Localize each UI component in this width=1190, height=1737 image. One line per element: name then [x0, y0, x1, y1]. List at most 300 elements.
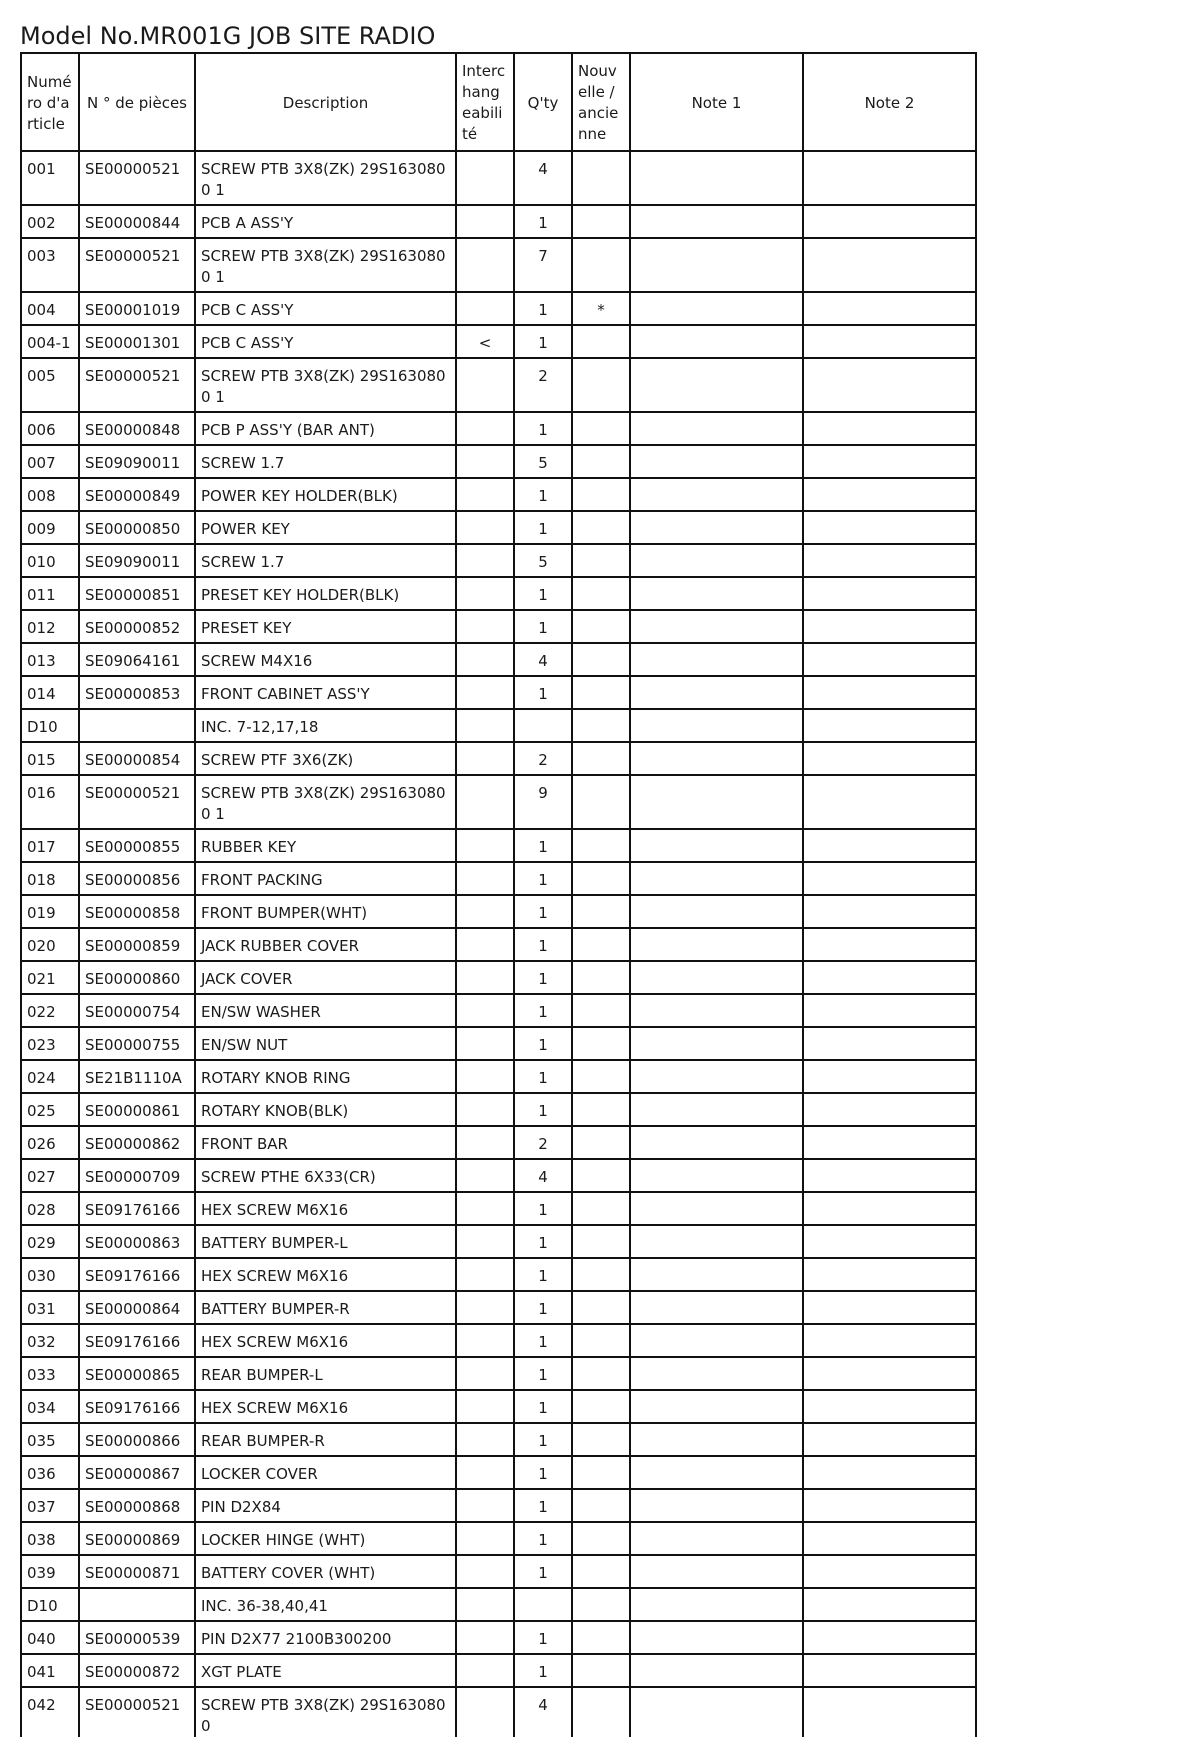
note2-cell — [803, 775, 976, 829]
part-no-cell: SE00000863 — [79, 1225, 195, 1258]
part-no-cell: SE09176166 — [79, 1390, 195, 1423]
note2-cell — [803, 610, 976, 643]
new-old-cell — [572, 1258, 630, 1291]
note2-cell — [803, 1126, 976, 1159]
note2-cell — [803, 1225, 976, 1258]
table-row — [21, 1060, 976, 1093]
qty-cell: 7 — [514, 238, 572, 292]
interchangeability-cell — [456, 1423, 514, 1456]
qty-cell — [514, 709, 572, 742]
description-cell: LOCKER COVER — [195, 1456, 456, 1489]
note1-cell — [630, 1192, 803, 1225]
item-no-cell: 012 — [21, 610, 79, 643]
item-no-cell: 005 — [21, 358, 79, 412]
note1-cell — [630, 1456, 803, 1489]
note1-cell — [630, 1687, 803, 1737]
qty-cell: 4 — [514, 151, 572, 205]
table-header-row — [21, 53, 976, 151]
part-no-cell: SE00000521 — [79, 151, 195, 205]
table-row — [21, 1456, 976, 1489]
note1-cell — [630, 511, 803, 544]
note1-cell — [630, 412, 803, 445]
part-no-cell: SE00000754 — [79, 994, 195, 1027]
note2-cell — [803, 1654, 976, 1687]
qty-cell: 1 — [514, 1324, 572, 1357]
table-row — [21, 775, 976, 829]
part-no-cell: SE00000868 — [79, 1489, 195, 1522]
item-no-cell: 036 — [21, 1456, 79, 1489]
note2-cell — [803, 1423, 976, 1456]
table-row — [21, 1522, 976, 1555]
new-old-cell — [572, 1654, 630, 1687]
note2-cell — [803, 742, 976, 775]
item-no-cell: 011 — [21, 577, 79, 610]
table-row — [21, 511, 976, 544]
note2-cell — [803, 1489, 976, 1522]
note1-cell — [630, 1390, 803, 1423]
part-no-cell: SE00001019 — [79, 292, 195, 325]
interchangeability-cell — [456, 1456, 514, 1489]
item-no-cell: 008 — [21, 478, 79, 511]
qty-cell: 1 — [514, 1390, 572, 1423]
parts-table-body — [21, 151, 976, 1737]
description-cell: PRESET KEY HOLDER(BLK) — [195, 577, 456, 610]
new-old-cell — [572, 1291, 630, 1324]
item-no-cell: 007 — [21, 445, 79, 478]
description-cell: HEX SCREW M6X16 — [195, 1258, 456, 1291]
new-old-cell — [572, 577, 630, 610]
qty-cell: 1 — [514, 478, 572, 511]
description-cell: SCREW PTHE 6X33(CR) — [195, 1159, 456, 1192]
new-old-cell — [572, 676, 630, 709]
interchangeability-cell — [456, 238, 514, 292]
description-cell: PCB P ASS'Y (BAR ANT) — [195, 412, 456, 445]
table-row — [21, 238, 976, 292]
note1-cell — [630, 1522, 803, 1555]
table-row — [21, 742, 976, 775]
part-no-cell: SE00000853 — [79, 676, 195, 709]
qty-cell: 1 — [514, 1060, 572, 1093]
table-row — [21, 412, 976, 445]
interchangeability-cell — [456, 1687, 514, 1737]
note2-cell — [803, 895, 976, 928]
note1-cell — [630, 1291, 803, 1324]
interchangeability-cell — [456, 205, 514, 238]
new-old-cell — [572, 151, 630, 205]
item-no-cell: 013 — [21, 643, 79, 676]
note1-cell — [630, 358, 803, 412]
item-no-cell: 042 — [21, 1687, 79, 1737]
note2-cell — [803, 1192, 976, 1225]
new-old-cell — [572, 511, 630, 544]
item-no-cell: 006 — [21, 412, 79, 445]
part-no-cell: SE00000851 — [79, 577, 195, 610]
description-cell: SCREW M4X16 — [195, 643, 456, 676]
qty-cell: 1 — [514, 577, 572, 610]
description-cell: SCREW 1.7 — [195, 445, 456, 478]
description-cell: FRONT PACKING — [195, 862, 456, 895]
item-no-cell: 016 — [21, 775, 79, 829]
item-no-cell: 018 — [21, 862, 79, 895]
table-row — [21, 1027, 976, 1060]
note1-cell — [630, 643, 803, 676]
description-cell: REAR BUMPER-R — [195, 1423, 456, 1456]
part-no-cell: SE00000850 — [79, 511, 195, 544]
table-row — [21, 862, 976, 895]
new-old-cell — [572, 1324, 630, 1357]
table-row — [21, 1192, 976, 1225]
description-cell: FRONT BAR — [195, 1126, 456, 1159]
note2-cell — [803, 1258, 976, 1291]
header-note2: Note 2 — [803, 53, 976, 151]
description-cell: PCB C ASS'Y — [195, 292, 456, 325]
item-no-cell: 023 — [21, 1027, 79, 1060]
description-cell: HEX SCREW M6X16 — [195, 1192, 456, 1225]
interchangeability-cell — [456, 1126, 514, 1159]
item-no-cell: 003 — [21, 238, 79, 292]
table-row — [21, 325, 976, 358]
description-cell: JACK RUBBER COVER — [195, 928, 456, 961]
qty-cell: 2 — [514, 358, 572, 412]
part-no-cell: SE00000521 — [79, 358, 195, 412]
part-no-cell: SE00000865 — [79, 1357, 195, 1390]
item-no-cell: 034 — [21, 1390, 79, 1423]
qty-cell: 5 — [514, 544, 572, 577]
description-cell: REAR BUMPER-L — [195, 1357, 456, 1390]
part-no-cell: SE09090011 — [79, 445, 195, 478]
part-no-cell: SE09176166 — [79, 1324, 195, 1357]
interchangeability-cell — [456, 292, 514, 325]
note1-cell — [630, 775, 803, 829]
new-old-cell — [572, 358, 630, 412]
item-no-cell: 027 — [21, 1159, 79, 1192]
table-row — [21, 358, 976, 412]
header-qty: Q'ty — [514, 53, 572, 151]
item-no-cell: 017 — [21, 829, 79, 862]
qty-cell: 1 — [514, 1423, 572, 1456]
interchangeability-cell — [456, 829, 514, 862]
note2-cell — [803, 1687, 976, 1737]
new-old-cell — [572, 1093, 630, 1126]
new-old-cell — [572, 961, 630, 994]
item-no-cell: 032 — [21, 1324, 79, 1357]
description-cell: FRONT CABINET ASS'Y — [195, 676, 456, 709]
part-no-cell: SE00000521 — [79, 238, 195, 292]
description-cell: FRONT BUMPER(WHT) — [195, 895, 456, 928]
part-no-cell: SE00000755 — [79, 1027, 195, 1060]
description-cell: JACK COVER — [195, 961, 456, 994]
note2-cell — [803, 445, 976, 478]
part-no-cell: SE00000871 — [79, 1555, 195, 1588]
note1-cell — [630, 1588, 803, 1621]
qty-cell: 4 — [514, 1687, 572, 1737]
description-cell: EN/SW NUT — [195, 1027, 456, 1060]
description-cell: INC. 7-12,17,18 — [195, 709, 456, 742]
note2-cell — [803, 1324, 976, 1357]
interchangeability-cell — [456, 1522, 514, 1555]
item-no-cell: 031 — [21, 1291, 79, 1324]
qty-cell: 1 — [514, 1027, 572, 1060]
note2-cell — [803, 511, 976, 544]
new-old-cell — [572, 862, 630, 895]
table-row — [21, 1687, 976, 1737]
new-old-cell — [572, 829, 630, 862]
note1-cell — [630, 1654, 803, 1687]
part-no-cell: SE00000849 — [79, 478, 195, 511]
part-no-cell — [79, 709, 195, 742]
part-no-cell: SE00000844 — [79, 205, 195, 238]
qty-cell: 1 — [514, 1522, 572, 1555]
note1-cell — [630, 1555, 803, 1588]
new-old-cell — [572, 610, 630, 643]
table-row — [21, 928, 976, 961]
part-no-cell: SE09090011 — [79, 544, 195, 577]
qty-cell: 1 — [514, 1654, 572, 1687]
new-old-cell — [572, 1192, 630, 1225]
interchangeability-cell — [456, 1291, 514, 1324]
item-no-cell: 015 — [21, 742, 79, 775]
part-no-cell: SE00001301 — [79, 325, 195, 358]
new-old-cell — [572, 709, 630, 742]
new-old-cell — [572, 643, 630, 676]
new-old-cell — [572, 1522, 630, 1555]
table-row — [21, 1423, 976, 1456]
qty-cell: 1 — [514, 1357, 572, 1390]
description-cell: SCREW PTB 3X8(ZK) 29S1630800 1 — [195, 775, 456, 829]
description-cell: SCREW PTB 3X8(ZK) 29S1630800 1 — [195, 358, 456, 412]
table-row — [21, 829, 976, 862]
interchangeability-cell — [456, 742, 514, 775]
note2-cell — [803, 961, 976, 994]
part-no-cell: SE00000867 — [79, 1456, 195, 1489]
part-no-cell: SE09176166 — [79, 1192, 195, 1225]
qty-cell: 4 — [514, 1159, 572, 1192]
note1-cell — [630, 1159, 803, 1192]
interchangeability-cell — [456, 643, 514, 676]
interchangeability-cell — [456, 1555, 514, 1588]
part-no-cell: SE00000855 — [79, 829, 195, 862]
interchangeability-cell — [456, 1621, 514, 1654]
note1-cell — [630, 895, 803, 928]
part-no-cell: SE00000521 — [79, 1687, 195, 1737]
part-no-cell: SE00000856 — [79, 862, 195, 895]
table-row — [21, 676, 976, 709]
note1-cell — [630, 1225, 803, 1258]
item-no-cell: 014 — [21, 676, 79, 709]
interchangeability-cell — [456, 928, 514, 961]
note2-cell — [803, 358, 976, 412]
qty-cell: 1 — [514, 1258, 572, 1291]
new-old-cell — [572, 1027, 630, 1060]
header-new-old: Nouvelle / ancienne — [572, 53, 630, 151]
part-no-cell: SE00000864 — [79, 1291, 195, 1324]
table-row — [21, 205, 976, 238]
note2-cell — [803, 478, 976, 511]
part-no-cell: SE00000848 — [79, 412, 195, 445]
new-old-cell — [572, 895, 630, 928]
description-cell: XGT PLATE — [195, 1654, 456, 1687]
interchangeability-cell — [456, 1258, 514, 1291]
note2-cell — [803, 1522, 976, 1555]
item-no-cell: 019 — [21, 895, 79, 928]
description-cell: PCB C ASS'Y — [195, 325, 456, 358]
qty-cell: 1 — [514, 1456, 572, 1489]
new-old-cell — [572, 1621, 630, 1654]
new-old-cell — [572, 928, 630, 961]
qty-cell: 1 — [514, 292, 572, 325]
description-cell: HEX SCREW M6X16 — [195, 1324, 456, 1357]
note2-cell — [803, 1291, 976, 1324]
qty-cell: 2 — [514, 742, 572, 775]
note2-cell — [803, 1456, 976, 1489]
part-no-cell: SE00000861 — [79, 1093, 195, 1126]
interchangeability-cell — [456, 862, 514, 895]
note2-cell — [803, 238, 976, 292]
description-cell: BATTERY BUMPER-R — [195, 1291, 456, 1324]
qty-cell: 1 — [514, 862, 572, 895]
description-cell: EN/SW WASHER — [195, 994, 456, 1027]
table-row — [21, 1390, 976, 1423]
interchangeability-cell — [456, 994, 514, 1027]
note1-cell — [630, 1060, 803, 1093]
qty-cell: 1 — [514, 325, 572, 358]
interchangeability-cell — [456, 358, 514, 412]
note2-cell — [803, 205, 976, 238]
qty-cell: 9 — [514, 775, 572, 829]
item-no-cell: 022 — [21, 994, 79, 1027]
item-no-cell: D10 — [21, 1588, 79, 1621]
qty-cell: 1 — [514, 1489, 572, 1522]
interchangeability-cell — [456, 1324, 514, 1357]
item-no-cell: 025 — [21, 1093, 79, 1126]
description-cell: SCREW PTB 3X8(ZK) 29S1630800 1 — [195, 238, 456, 292]
new-old-cell — [572, 1159, 630, 1192]
interchangeability-cell: < — [456, 325, 514, 358]
part-no-cell: SE00000539 — [79, 1621, 195, 1654]
description-cell: RUBBER KEY — [195, 829, 456, 862]
interchangeability-cell — [456, 1489, 514, 1522]
interchangeability-cell — [456, 1159, 514, 1192]
qty-cell: 1 — [514, 676, 572, 709]
note2-cell — [803, 1159, 976, 1192]
table-row — [21, 577, 976, 610]
note2-cell — [803, 862, 976, 895]
table-row — [21, 1225, 976, 1258]
description-cell: LOCKER HINGE (WHT) — [195, 1522, 456, 1555]
table-row — [21, 610, 976, 643]
description-cell: SCREW PTB 3X8(ZK) 29S1630800 1 — [195, 151, 456, 205]
qty-cell: 1 — [514, 1093, 572, 1126]
interchangeability-cell — [456, 1093, 514, 1126]
qty-cell: 1 — [514, 895, 572, 928]
item-no-cell: 021 — [21, 961, 79, 994]
item-no-cell: 039 — [21, 1555, 79, 1588]
note1-cell — [630, 742, 803, 775]
interchangeability-cell — [456, 1027, 514, 1060]
note1-cell — [630, 292, 803, 325]
interchangeability-cell — [456, 895, 514, 928]
note1-cell — [630, 1423, 803, 1456]
part-no-cell: SE00000521 — [79, 775, 195, 829]
note1-cell — [630, 325, 803, 358]
new-old-cell — [572, 205, 630, 238]
table-row — [21, 478, 976, 511]
part-no-cell: SE00000852 — [79, 610, 195, 643]
table-row — [21, 445, 976, 478]
note2-cell — [803, 577, 976, 610]
qty-cell: 1 — [514, 928, 572, 961]
note1-cell — [630, 151, 803, 205]
new-old-cell — [572, 238, 630, 292]
item-no-cell: 037 — [21, 1489, 79, 1522]
header-item-no: Numéro d'article — [21, 53, 79, 151]
table-row — [21, 1654, 976, 1687]
note1-cell — [630, 205, 803, 238]
qty-cell: 1 — [514, 205, 572, 238]
note1-cell — [630, 610, 803, 643]
qty-cell: 1 — [514, 511, 572, 544]
part-no-cell: SE00000859 — [79, 928, 195, 961]
note1-cell — [630, 961, 803, 994]
description-cell: POWER KEY — [195, 511, 456, 544]
item-no-cell: 010 — [21, 544, 79, 577]
interchangeability-cell — [456, 1588, 514, 1621]
interchangeability-cell — [456, 1390, 514, 1423]
note1-cell — [630, 1357, 803, 1390]
item-no-cell: 009 — [21, 511, 79, 544]
note1-cell — [630, 1324, 803, 1357]
part-no-cell: SE00000709 — [79, 1159, 195, 1192]
note1-cell — [630, 1258, 803, 1291]
note2-cell — [803, 643, 976, 676]
new-old-cell — [572, 994, 630, 1027]
description-cell: PIN D2X77 2100B300200 — [195, 1621, 456, 1654]
new-old-cell — [572, 1555, 630, 1588]
description-cell: ROTARY KNOB(BLK) — [195, 1093, 456, 1126]
qty-cell: 1 — [514, 412, 572, 445]
note1-cell — [630, 478, 803, 511]
qty-cell: 1 — [514, 1555, 572, 1588]
description-cell: PCB A ASS'Y — [195, 205, 456, 238]
description-cell: BATTERY COVER (WHT) — [195, 1555, 456, 1588]
description-cell: SCREW PTF 3X6(ZK) — [195, 742, 456, 775]
note2-cell — [803, 412, 976, 445]
interchangeability-cell — [456, 1357, 514, 1390]
new-old-cell: * — [572, 292, 630, 325]
note2-cell — [803, 1588, 976, 1621]
new-old-cell — [572, 412, 630, 445]
description-cell: HEX SCREW M6X16 — [195, 1390, 456, 1423]
note2-cell — [803, 1621, 976, 1654]
interchangeability-cell — [456, 577, 514, 610]
new-old-cell — [572, 1357, 630, 1390]
note1-cell — [630, 928, 803, 961]
new-old-cell — [572, 1588, 630, 1621]
new-old-cell — [572, 1456, 630, 1489]
interchangeability-cell — [456, 610, 514, 643]
note2-cell — [803, 292, 976, 325]
item-no-cell: 004 — [21, 292, 79, 325]
item-no-cell: 033 — [21, 1357, 79, 1390]
note1-cell — [630, 1093, 803, 1126]
new-old-cell — [572, 775, 630, 829]
new-old-cell — [572, 1687, 630, 1737]
item-no-cell: 028 — [21, 1192, 79, 1225]
table-row — [21, 994, 976, 1027]
part-no-cell: SE21B1110A — [79, 1060, 195, 1093]
qty-cell — [514, 1588, 572, 1621]
new-old-cell — [572, 742, 630, 775]
